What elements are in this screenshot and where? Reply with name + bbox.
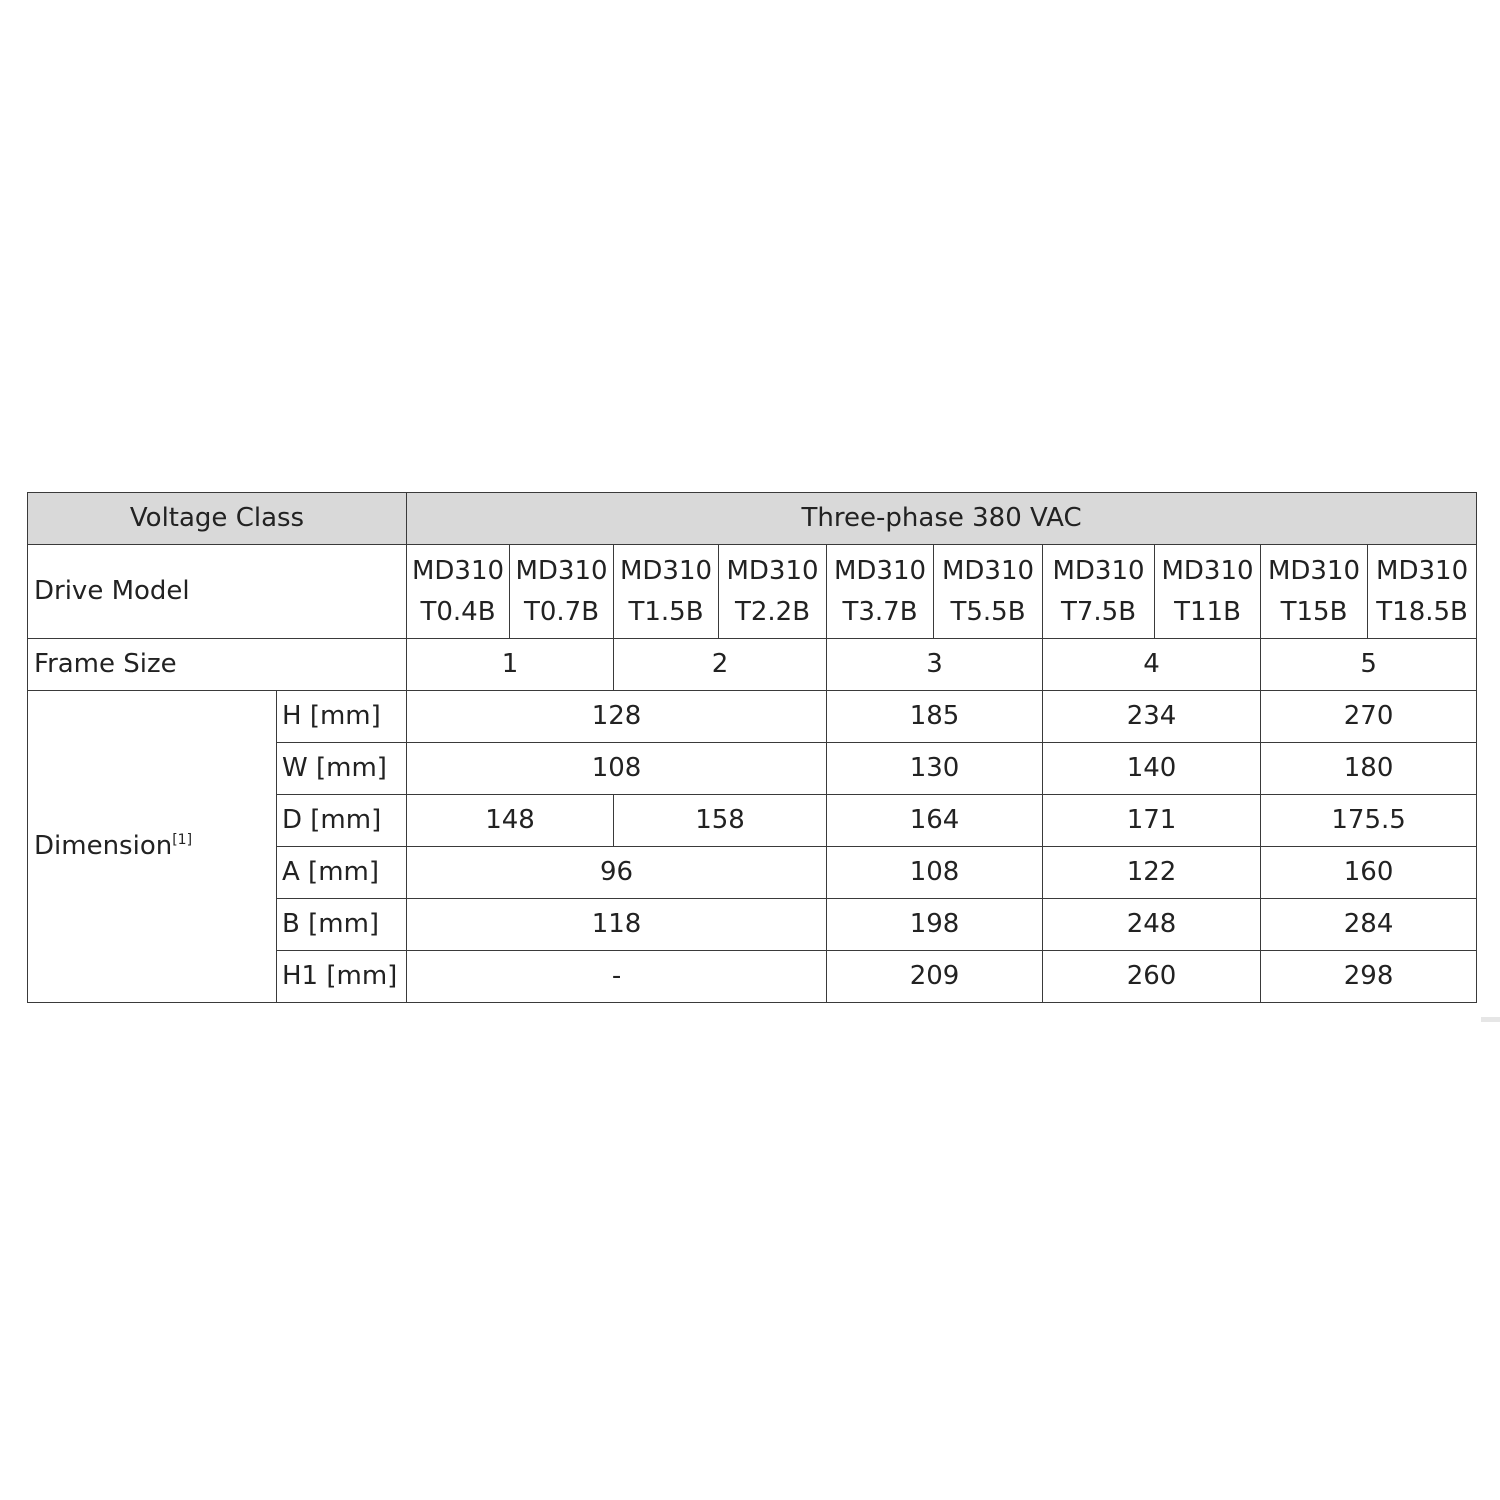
dimension-value: 148: [407, 795, 614, 847]
dimension-name: A [mm]: [277, 847, 407, 899]
footnote-marker: [1]: [172, 832, 193, 849]
dimension-value: 234: [1043, 691, 1261, 743]
drive-model-cell: [614, 545, 719, 639]
model-rating: T2.2B: [734, 596, 811, 627]
drive-model-cell: [407, 545, 510, 639]
dimension-name: B [mm]: [277, 899, 407, 951]
drive-model-cell: [719, 545, 827, 639]
frame-size-cell: 5: [1261, 639, 1477, 691]
frame-size-cell: 3: [827, 639, 1043, 691]
dimension-value: 164: [827, 795, 1043, 847]
dimension-value: 270: [1261, 691, 1477, 743]
model-series: MD310: [1161, 556, 1254, 587]
dimension-value: 284: [1261, 899, 1477, 951]
model-rating: T0.7B: [523, 596, 600, 627]
dimension-value: 118: [407, 899, 827, 951]
model-rating: T7.5B: [1060, 596, 1137, 627]
dimension-name: H [mm]: [277, 691, 407, 743]
model-series: MD310: [515, 556, 608, 587]
dimension-value: 158: [614, 795, 827, 847]
dimension-value: 185: [827, 691, 1043, 743]
dimension-value: 175.5: [1261, 795, 1477, 847]
dimension-value: 180: [1261, 743, 1477, 795]
dimension-value: 140: [1043, 743, 1261, 795]
dimension-value: 108: [407, 743, 827, 795]
model-rating: T15B: [1280, 596, 1348, 627]
model-series: MD310: [1267, 556, 1361, 587]
frame-size-cell: 2: [614, 639, 827, 691]
model-rating: T18.5B: [1376, 596, 1468, 627]
edge-artifact: [1481, 1017, 1500, 1022]
frame-size-label: Frame Size: [28, 639, 407, 691]
model-series: MD310: [941, 556, 1035, 587]
dimension-value: 108: [827, 847, 1043, 899]
dimension-value: 130: [827, 743, 1043, 795]
drive-model-cell: [934, 545, 1043, 639]
dimension-label: Dimension: [34, 831, 173, 862]
drive-model-cell: [510, 545, 614, 639]
model-rating: T3.7B: [842, 596, 918, 627]
dimension-value: 260: [1043, 951, 1261, 1003]
dimension-value: 248: [1043, 899, 1261, 951]
drive-model-cell: [1043, 545, 1155, 639]
dimension-value: 160: [1261, 847, 1477, 899]
frame-size-cell: 4: [1043, 639, 1261, 691]
model-series: MD310: [619, 556, 713, 587]
model-rating: T1.5B: [628, 596, 704, 627]
dimension-value: 171: [1043, 795, 1261, 847]
dimension-name: H1 [mm]: [277, 951, 407, 1003]
voltage-class-label: Voltage Class: [28, 493, 407, 545]
model-rating: T0.4B: [420, 596, 496, 627]
dimension-name: W [mm]: [277, 743, 407, 795]
dimension-value: 209: [827, 951, 1043, 1003]
model-series: MD310: [833, 556, 927, 587]
drive-model-row: [28, 545, 1477, 639]
dimension-label-cell: [28, 691, 277, 1003]
dimension-value: 298: [1261, 951, 1477, 1003]
drive-model-cell: [1261, 545, 1368, 639]
drive-model-cell: [1368, 545, 1477, 639]
model-series: MD310: [1376, 556, 1469, 587]
frame-size-row: [28, 639, 1477, 691]
dimension-row-h: [28, 691, 1477, 743]
dimension-value: 198: [827, 899, 1043, 951]
model-rating: T5.5B: [950, 596, 1026, 627]
voltage-class-value: Three-phase 380 VAC: [407, 493, 1477, 545]
dimension-value: 122: [1043, 847, 1261, 899]
model-rating: T11B: [1174, 596, 1241, 627]
model-series: MD310: [411, 556, 505, 587]
drive-model-label: Drive Model: [28, 545, 407, 639]
drive-model-cell: [827, 545, 934, 639]
dimension-spec-table: [27, 492, 1477, 1003]
frame-size-cell: 1: [407, 639, 614, 691]
dimension-name: D [mm]: [277, 795, 407, 847]
voltage-class-row: [28, 493, 1477, 545]
dimension-value: 96: [407, 847, 827, 899]
model-series: MD310: [726, 556, 819, 587]
dimension-value: -: [407, 951, 827, 1003]
model-series: MD310: [1052, 556, 1145, 587]
drive-model-cell: [1155, 545, 1261, 639]
dimension-value: 128: [407, 691, 827, 743]
